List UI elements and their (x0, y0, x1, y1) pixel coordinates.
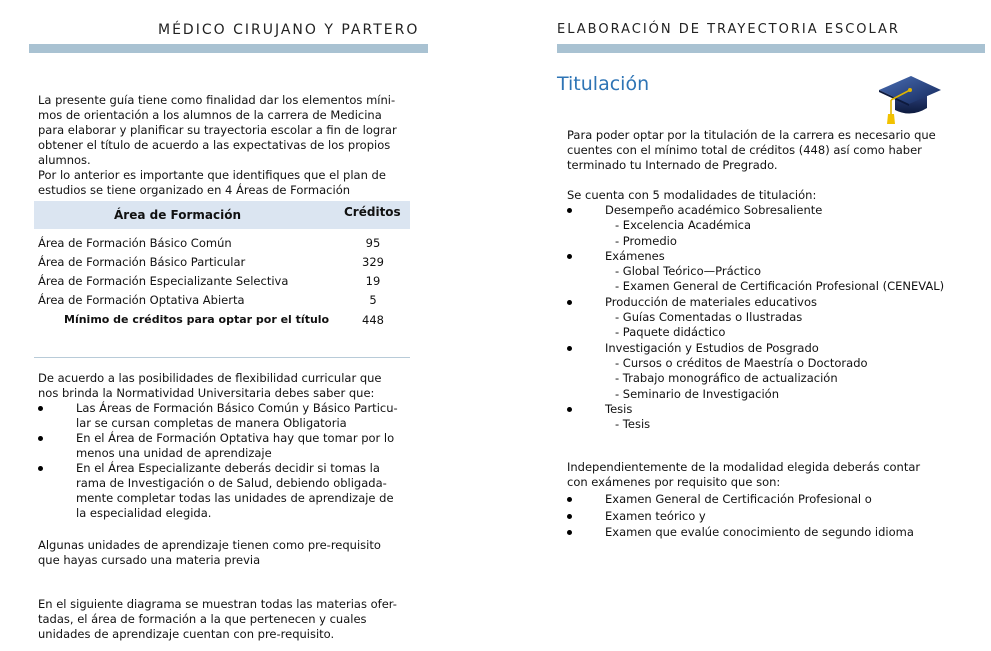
flex-intro-line: nos brinda la Normatividad Universitaria debes saber que: (38, 386, 375, 400)
credits-cell: 5 (369, 293, 377, 307)
flex-bullet-list (38, 401, 408, 521)
diagram-note-line: tadas, el área de formación a la que pertenecen y cuales (38, 612, 367, 626)
flex-intro-line: De acuerdo a las posibilidades de flexibilidad curricular que (38, 371, 382, 385)
bullet-line: menos una unidad de aprendizaje (76, 446, 272, 460)
exam-name: Examen teórico y (605, 508, 706, 523)
modality-sub: - Paquete didáctico (615, 325, 726, 340)
intro-line: alumnos. (38, 153, 91, 167)
list-item (567, 295, 987, 310)
intro-line: Por lo anterior es importante que identifiques que el plan de (38, 168, 386, 182)
modalities-intro: Se cuenta con 5 modalidades de titulación: (567, 188, 817, 202)
modality-sub: - Examen General de Certificación Profesional (CENEVAL) (615, 279, 945, 294)
intro-line: La presente guía tiene como finalidad dar los elementos míni- (38, 93, 396, 107)
table-row (38, 255, 410, 273)
credits-cell: 95 (365, 236, 381, 250)
list-item (567, 402, 987, 417)
modality-sub: - Cursos o créditos de Maestría o Doctorado (615, 355, 868, 370)
left-page (0, 0, 445, 651)
bullet-icon (38, 436, 43, 441)
modality-sub: - Excelencia Académica (615, 218, 752, 233)
titulation-intro (567, 128, 967, 173)
bullet-icon (567, 497, 572, 502)
intro-paragraph (38, 93, 408, 198)
col-credits-header: Créditos (344, 205, 401, 219)
exams-list (567, 491, 987, 541)
modality-sub: - Trabajo monográfico de actualización (615, 371, 838, 386)
bullet-line: Las Áreas de Formación Básico Común y Básico Particu- (76, 401, 398, 415)
modality-name: Desempeño académico Sobresaliente (605, 203, 823, 217)
modality-name: Tesis (605, 401, 633, 416)
exams-intro-line: con exámenes por requisito que son: (567, 475, 781, 489)
credits-cell: 19 (365, 274, 381, 288)
intro-line: obtener el título de acuerdo a las expectativas de los propios (38, 138, 391, 152)
prereq-line: Algunas unidades de aprendizaje tienen como pre-requisito (38, 538, 381, 552)
modality-sub: - Tesis (615, 417, 651, 432)
table-row (38, 293, 410, 311)
section-title: Titulación (557, 73, 650, 95)
modalities-list (567, 203, 987, 432)
table-row (38, 274, 410, 292)
left-header-bar (29, 44, 428, 53)
right-header-bar (557, 44, 985, 53)
bullet-line: rama de Investigación o de Salud, debiendo obligada- (76, 476, 387, 490)
modality-name: Exámenes (605, 248, 665, 263)
list-item (567, 491, 987, 508)
bullet-icon (567, 514, 572, 519)
area-cell: Área de Formación Básico Particular (38, 255, 246, 269)
right-page (530, 0, 991, 651)
list-item (567, 341, 987, 356)
intro-line: mos de orientación a los alumnos de la carrera de Medicina (38, 108, 382, 122)
diagram-note-line: En el siguiente diagrama se muestran todas las materias ofer- (38, 597, 397, 611)
total-label: Mínimo de créditos para optar por el título (64, 313, 330, 326)
area-cell: Área de Formación Básico Común (38, 236, 232, 250)
table-row (38, 236, 410, 254)
exams-intro (567, 460, 967, 490)
intro-line: terminado tu Internado de Pregrado. (567, 158, 778, 172)
bullet-icon (38, 466, 43, 471)
area-cell: Área de Formación Optativa Abierta (38, 293, 245, 307)
area-cell: Área de Formación Especializante Selectiva (38, 274, 289, 288)
modality-sub: - Promedio (615, 233, 677, 248)
list-item (567, 524, 987, 541)
bullet-icon (567, 208, 572, 213)
flex-intro (38, 371, 408, 401)
right-header-title: ELABORACIÓN DE TRAYECTORIA ESCOLAR (557, 22, 900, 37)
bullet-icon (567, 300, 572, 305)
diagram-note (38, 597, 408, 642)
bullet-line: lar se cursan completas de manera Obligatoria (76, 416, 347, 430)
exams-intro-line: Independientemente de la modalidad elegida deberás contar (567, 460, 921, 474)
intro-line: Para poder optar por la titulación de la carrera es necesario que (567, 128, 936, 142)
bullet-icon (567, 254, 572, 259)
table-total-row (38, 313, 410, 331)
prereq-paragraph (38, 538, 408, 568)
modality-sub: - Seminario de Investigación (615, 386, 780, 401)
list-item (38, 401, 408, 431)
list-item (567, 508, 987, 525)
credits-table-header (34, 201, 410, 229)
modality-sub: - Guías Comentadas o Ilustradas (615, 310, 803, 325)
list-item (38, 431, 408, 461)
exam-name: Examen General de Certificación Profesional o (605, 492, 872, 506)
exam-name: Examen que evalúe conocimiento de segundo idioma (605, 525, 914, 539)
bullet-line: mente completar todas las unidades de aprendizaje de (76, 491, 394, 505)
col-area-header: Área de Formación (114, 208, 242, 222)
bullet-line: En el Área Especializante deberás decidir si tomas la (76, 461, 380, 475)
left-header-title: MÉDICO CIRUJANO Y PARTERO (158, 22, 420, 38)
modality-sub: - Global Teórico—Práctico (615, 264, 762, 279)
bullet-line: En el Área de Formación Optativa hay que tomar por lo (76, 431, 395, 445)
intro-line: estudios se tiene organizado en 4 Áreas de Formación (38, 183, 351, 197)
diagram-note-line: unidades de aprendizaje cuentan con pre-requisito. (38, 627, 335, 641)
bullet-icon (38, 406, 43, 411)
bullet-icon (567, 346, 572, 351)
intro-line: cuentes con el mínimo total de créditos (448) así como haber (567, 143, 922, 157)
list-item (567, 203, 987, 218)
bullet-icon (567, 407, 572, 412)
graduation-cap-icon (877, 70, 943, 126)
list-item (38, 461, 408, 521)
total-value: 448 (362, 313, 384, 327)
prereq-line: que hayas cursado una materia previa (38, 553, 261, 567)
intro-line: para elaborar y planificar su trayectoria escolar a fin de lograr (38, 123, 397, 137)
list-item (567, 249, 987, 264)
section-divider (34, 357, 410, 358)
bullet-icon (567, 530, 572, 535)
credits-cell: 329 (362, 255, 384, 269)
modality-name: Investigación y Estudios de Posgrado (605, 340, 819, 355)
bullet-line: la especialidad elegida. (76, 506, 212, 520)
modality-name: Producción de materiales educativos (605, 294, 817, 309)
